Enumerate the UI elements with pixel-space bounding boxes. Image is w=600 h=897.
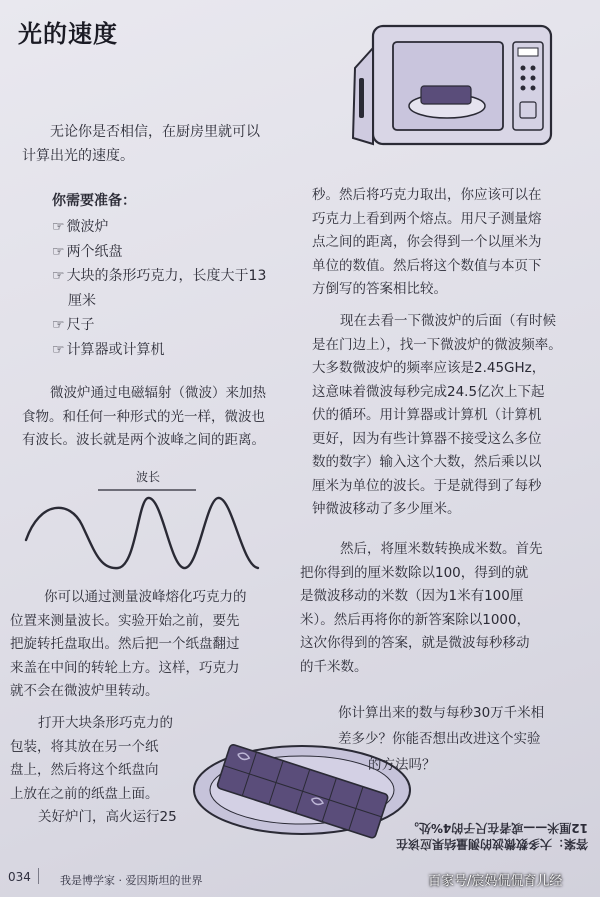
- page-title: 光的速度: [18, 20, 118, 48]
- intro-line: 无论你是否相信，在厨房里就可以: [50, 124, 260, 140]
- paragraph-line: 是微波移动的米数（因为1米有100厘: [300, 588, 524, 604]
- paragraph-line: 大多数微波炉的频率应该是2.45GHz，: [312, 360, 546, 376]
- pointing-hand-icon: ☞: [52, 317, 65, 333]
- paragraph-line: 然后，将厘米数转换成米数。首先: [340, 541, 543, 557]
- paragraph-line: 的千米数。: [300, 658, 368, 675]
- result-paragraph: [312, 184, 542, 302]
- footer-divider: [38, 868, 39, 884]
- list-item: [52, 313, 266, 338]
- paragraph-line: 微波炉通过电磁辐射（微波）来加热: [50, 385, 266, 401]
- paragraph-line: 把你得到的厘米数除以100，得到的就: [300, 564, 529, 581]
- paragraph-line: 单位的数值。然后将这个数值与本页下: [312, 257, 542, 274]
- frequency-paragraph: [312, 310, 562, 522]
- material-label: 计算器或计算机: [66, 341, 165, 358]
- pointing-hand-icon: ☞: [52, 341, 65, 358]
- material-label: 两个纸盘: [66, 243, 123, 260]
- answer-line: 12厘米——或者在尺子的4%处。: [406, 821, 588, 835]
- intro-paragraph: [22, 120, 290, 168]
- paragraph-line: 米）。然后再将你的新答案除以1000，: [300, 611, 531, 628]
- upside-down-answer: [378, 820, 588, 852]
- answer-line: 答案：大多数微波的测量结果应该在: [395, 837, 588, 851]
- paragraph-line: 巧克力上看到两个熔点。用尺子测量熔: [312, 210, 542, 227]
- paragraph-line: 点之间的距离，你会得到一个以厘米为: [312, 234, 542, 250]
- measure-paragraph: [10, 586, 247, 704]
- paragraph-line: 这意味着微波每秒完成24.5亿次上下起: [312, 383, 545, 400]
- paragraph-line: 把旋转托盘取出。然后把一个纸盘翻过: [10, 636, 240, 652]
- materials-heading: 你需要准备：: [52, 193, 136, 209]
- material-label: 尺子: [66, 317, 95, 333]
- paragraph-line: 现在去看一下微波炉的后面（有时候: [340, 313, 556, 329]
- paragraph-line: 差多少？你能否想出改进这个实验: [338, 731, 541, 747]
- list-item: [52, 338, 266, 363]
- book-title: 我是博学家 · 爱因斯坦的世界: [60, 874, 203, 887]
- pointing-hand-icon: ☞: [52, 219, 65, 235]
- wavelength-label: 波长: [136, 470, 161, 484]
- intro-line: 计算出光的速度。: [22, 148, 134, 164]
- wave-diagram: [20, 480, 270, 575]
- sine-wave: [26, 498, 258, 568]
- paragraph-line: 是在门边上），找一下微波炉的微波频率。: [312, 336, 562, 353]
- paragraph-line: 盘上，然后将这个纸盘向: [10, 762, 159, 778]
- watermark-text: 百家号/宸妈侃侃育儿经: [428, 874, 563, 889]
- materials-list: [52, 215, 266, 362]
- wave-paragraph: [22, 382, 266, 453]
- paragraph-line: 关好炉门，高火运行25: [38, 809, 177, 825]
- paragraph-line: 数的数字）输入这个大数，然后乘以以: [312, 454, 542, 470]
- pointing-hand-icon: ☞: [52, 268, 65, 284]
- paragraph-line: 有波长。波长就是两个波峰之间的距离。: [22, 432, 265, 448]
- microwave-illustration: [345, 18, 555, 153]
- paragraph-line: 伏的循环。用计算器或计算机（计算机: [312, 407, 542, 423]
- list-item: [52, 215, 266, 240]
- list-item-continuation: 厘米: [68, 292, 96, 309]
- paragraph-line: 你可以通过测量波峰熔化巧克力的: [44, 589, 247, 605]
- paragraph-line: 厘米为单位的波长。于是就得到了每秒: [312, 477, 542, 494]
- paragraph-line: 这次你得到的答案，就是微波每秒移动: [300, 635, 530, 651]
- paragraph-line: 钟微波移动了多少厘米。: [312, 501, 461, 517]
- list-item: [52, 264, 266, 289]
- material-label: 大块的条形巧克力，长度大于13: [66, 268, 267, 284]
- paragraph-line: 上放在之前的纸盘上面。: [10, 785, 159, 802]
- paragraph-line: 更好，因为有些计算器不接受这么多位: [312, 430, 542, 447]
- paragraph-line: 包装，将其放在另一个纸: [10, 738, 159, 755]
- pointing-hand-icon: ☞: [52, 243, 65, 260]
- paragraph-line: 你计算出来的数与每秒30万千米相: [338, 705, 545, 721]
- paragraph-line: 位置来测量波长。实验开始之前，要先: [10, 612, 240, 629]
- paragraph-line: 的方法吗？: [368, 757, 436, 773]
- material-label: 微波炉: [66, 219, 109, 235]
- paragraph-line: 就不会在微波炉里转动。: [10, 683, 159, 699]
- paragraph-line: 方倒写的答案相比较。: [312, 281, 447, 297]
- paragraph-line: 打开大块条形巧克力的: [38, 715, 173, 731]
- paragraph-line: 秒。然后将巧克力取出，你应该可以在: [312, 187, 542, 203]
- chocolate-paragraph: [10, 712, 177, 830]
- page-number: 034: [8, 870, 31, 884]
- question-paragraph: [338, 700, 544, 778]
- paragraph-line: 食物。和任何一种形式的光一样，微波也: [22, 408, 265, 425]
- paragraph-line: 来盖在中间的转轮上方。这样，巧克力: [10, 659, 240, 676]
- conversion-paragraph: [300, 538, 543, 679]
- list-item: [52, 240, 266, 265]
